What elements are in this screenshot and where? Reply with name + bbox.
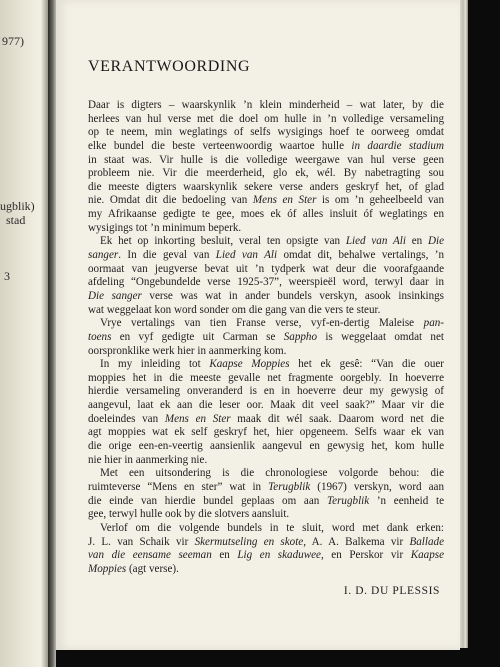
text-segment: Die (427, 235, 444, 248)
text-segment: Die sanger (88, 289, 142, 302)
text-segment: verse was wat in ander bundels verskyn, asook insinkings (141, 289, 444, 302)
text-segment: Moppies (88, 562, 127, 575)
left-page-fragment: stad (6, 213, 26, 227)
text-segment: Met een uitsondering is die chronologiese volgorde behou: die (100, 467, 444, 480)
text-line (88, 331, 444, 345)
text-segment: toens (88, 330, 112, 343)
text-line (88, 372, 444, 386)
text-segment: Sappho (283, 330, 318, 343)
text-segment: J. L. van Schaik vir (88, 535, 195, 548)
signature: I. D. DU PLESSIS (343, 585, 440, 597)
text-segment: In my inleiding tot (100, 358, 210, 371)
text-segment: die einde van hierdie bundel geplaas om aan (88, 494, 328, 507)
text-line (88, 249, 444, 263)
text-segment: het ek gesê: “Van die ouer (289, 358, 444, 371)
text-segment: van die eensame seeman (88, 549, 212, 562)
text-segment: probleem nie. Vir die meerderheid, glo ek, wél. By nabetragting sou (88, 167, 444, 180)
text-segment: (agt verse). (126, 562, 179, 575)
text-segment: pan- (423, 317, 444, 330)
text-segment: Mens en Ster (164, 412, 231, 425)
text-segment: Verlof om die volgende bundels in te sluit, word met dank erken: (100, 521, 444, 534)
text-segment: Kaapse (410, 549, 444, 562)
text-line (88, 536, 444, 550)
text-segment: ’n eenheid te (369, 494, 444, 507)
text-segment: in staat was. Vir hulle is die volledige weergawe van hul verse geen (88, 153, 444, 166)
text-segment: sanger (88, 249, 119, 262)
text-line (88, 385, 444, 399)
book-gutter (48, 0, 56, 667)
text-segment: nie hier in aanmerking nie. (88, 453, 208, 466)
text-segment: agt moppies wat ek self geskryf het, hier opgeneem. Selfs waar ek van (88, 426, 444, 439)
text-line (88, 290, 444, 304)
text-segment: op te neem, min weglatings of selfs wysigings hoef te oorweeg omdat (88, 126, 444, 139)
text-segment: Daar is digters – waarskynlik ’n klein minderheid – wat later, by die (88, 99, 444, 111)
text-segment: maak dit wél saak. Daarom word net die (230, 412, 445, 425)
text-segment: Vrye vertalings van tien Franse verse, vyf-en-dertig Maleise (100, 317, 424, 330)
text-segment: Kaapse Moppies (209, 358, 290, 371)
text-segment: en (211, 549, 238, 562)
text-segment: herlees van hul verse met die doel om hulle in ’n volledige versameling (88, 112, 444, 125)
text-segment: wat weggelaat kon word sonder om die gang van die vers te steur. (88, 303, 381, 316)
text-segment: ruimteverse “Mens en ster” wat in (88, 480, 269, 493)
text-line (88, 549, 444, 563)
text-segment: hierdie versameling onveranderd is en in hoeverre deur my gewysig of (88, 385, 444, 398)
text-segment: Terugblik (327, 494, 370, 507)
text-segment: die orige een-en-veertig aansienlik aangevul en gewysig het, kom hulle (88, 440, 444, 453)
left-page-fragment: ugblik) (0, 199, 35, 213)
text-segment: en (405, 235, 428, 248)
text-segment: afdeling “Ongebundelde verse 1925-37”, weerspieël word, terwyl daar in (88, 276, 444, 289)
text-line (88, 154, 444, 168)
text-line (88, 399, 444, 413)
text-line (88, 167, 444, 181)
text-segment: Mens en Ster (252, 194, 317, 207)
text-segment: Ek het op inkorting besluit, veral ten opsigte van (100, 235, 346, 248)
text-segment: Lied van Ali (345, 235, 406, 248)
text-segment: Skermutseling en skote (194, 535, 304, 548)
text-line (88, 194, 444, 208)
text-segment: (1967) verskyn, word aan (310, 480, 444, 493)
text-segment: nie. Omdat dit die bedoeling van (88, 194, 253, 207)
text-line (88, 440, 444, 454)
text-segment: is weggelaat omdat net (317, 330, 444, 343)
text-line (88, 508, 444, 522)
text-line (88, 481, 444, 495)
text-segment: is om ’n geheelbeeld van (316, 194, 444, 207)
page-title: VERANTWOORDING (88, 58, 251, 75)
text-segment: . In die geval van (118, 249, 216, 262)
left-page-fragment: 977) (2, 34, 24, 48)
text-line (88, 99, 444, 113)
text-segment: Ballade (409, 535, 444, 548)
text-segment: die meeste digters waarskynlik sekere verse anders geskryf het, of glad (88, 180, 444, 193)
text-line (88, 426, 444, 440)
text-line (88, 345, 444, 359)
text-segment: aangevul, laat ek aan die leser oor. Maak dit veel saak?” Maar vir die (88, 399, 444, 412)
left-page-edge (0, 0, 48, 667)
text-line (88, 358, 444, 372)
text-line (88, 126, 444, 140)
text-line (88, 304, 444, 318)
text-segment: omdat dit, behalwe vertalings, ’n (277, 249, 444, 262)
text-segment: in daardie stadium (351, 139, 444, 152)
text-line (88, 222, 444, 236)
text-segment: Lig en skaduwee (237, 549, 321, 562)
text-segment: moppies het in die meeste gevalle net fragmente oorgebly. In hoeverre (88, 371, 444, 384)
text-line (88, 208, 444, 222)
text-segment: , en Perskor vir (320, 549, 411, 562)
text-segment: en vyf gedigte uit Carman se (111, 330, 284, 343)
text-line (88, 317, 444, 331)
text-segment: oormaat van jeugverse bevat uit ’n tydperk wat deur die voorafgaande (88, 262, 444, 275)
body-text (88, 99, 444, 576)
text-line (88, 563, 444, 577)
left-page-fragment: 3 (4, 269, 10, 283)
text-segment: wysigings tot ’n minimum beperk. (88, 221, 242, 234)
text-segment: Lied van Ali (215, 249, 278, 262)
text-segment: Terugblik (268, 480, 311, 493)
text-segment: gee, terwyl hulle ook by die slotvers aansluit. (88, 508, 290, 521)
text-line (88, 263, 444, 277)
text-line (88, 522, 444, 536)
text-line (88, 413, 444, 427)
text-line (88, 113, 444, 127)
text-segment: doeleindes van (88, 412, 165, 425)
page-stack-edge (460, 0, 468, 648)
text-segment: oorspronklike werk hier in aanmerking kom. (88, 344, 287, 357)
text-segment: , A. A. Balkema vir (303, 535, 410, 548)
text-segment: my Afrikaanse gedigte te gee, moes ek óf alles insluit óf weglatings en (88, 208, 444, 221)
text-line (88, 235, 444, 249)
text-segment: elke bundel die beste verteenwoordig waartoe hulle (88, 139, 352, 152)
text-line (88, 467, 444, 481)
text-line (88, 140, 444, 154)
text-line (88, 454, 444, 468)
text-line (88, 276, 444, 290)
text-line (88, 495, 444, 509)
text-line (88, 181, 444, 195)
